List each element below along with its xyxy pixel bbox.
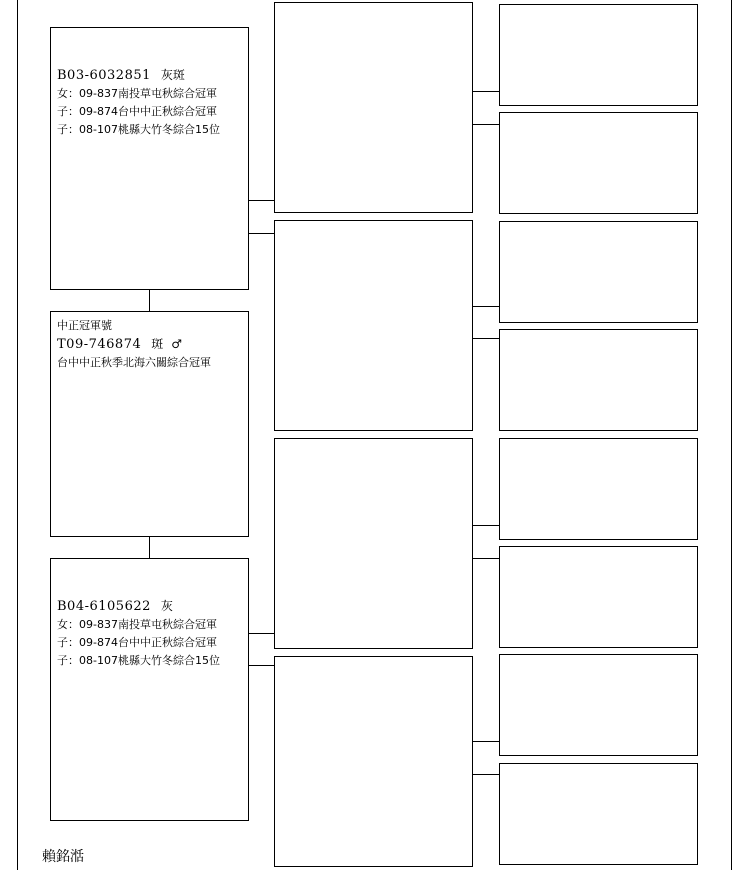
connector-gp3-to-ggp5 — [473, 525, 499, 526]
subject-color: 斑 — [151, 337, 164, 351]
sire-color: 灰斑 — [160, 68, 185, 82]
great-grandparent-box-3 — [499, 221, 698, 323]
sire-box — [50, 27, 249, 290]
page-border-right — [731, 0, 732, 870]
great-grandparent-box-7 — [499, 654, 698, 756]
dam-record-2: 子：09-874台中中正秋綜合冠軍 — [57, 636, 217, 649]
subject-record: 台中中正秋季北海六關綜合冠軍 — [57, 356, 211, 369]
subject-title: 中正冠軍號 — [57, 319, 112, 332]
great-grandparent-box-8 — [499, 763, 698, 865]
sire-record-1: 女：09-837南投草屯秋綜合冠軍 — [57, 87, 217, 100]
sire-record-3: 子：08-107桃縣大竹冬綜合15位 — [57, 123, 220, 136]
connector-gp1-to-ggp1 — [473, 91, 499, 92]
connector-gp2-to-ggp4 — [473, 338, 499, 339]
great-grandparent-box-5 — [499, 438, 698, 540]
sire-record-2: 子：09-874台中中正秋綜合冠軍 — [57, 105, 217, 118]
subject-ring-number: T09-746874 — [57, 337, 142, 352]
page-border-left — [17, 0, 18, 870]
connector-gp2-to-ggp3 — [473, 306, 499, 307]
grandparent-box-4 — [274, 656, 473, 867]
male-sex-icon: ♂ — [171, 337, 183, 351]
grandparent-box-2 — [274, 220, 473, 431]
dam-ring-number: B04-6105622 — [57, 599, 151, 614]
dam-box — [50, 558, 249, 821]
grandparent-box-1 — [274, 2, 473, 213]
breeder-name: 賴銘湉 — [42, 849, 84, 865]
subject-box — [50, 311, 249, 537]
connector-gp3-to-ggp6 — [473, 558, 499, 559]
connector-dam-to-gp3 — [249, 633, 274, 634]
grandparent-box-3 — [274, 438, 473, 649]
connector-sire-to-gp1 — [249, 200, 274, 201]
connector-dam-to-gp4 — [249, 665, 274, 666]
connector-gp4-to-ggp8 — [473, 774, 499, 775]
dam-record-3: 子：08-107桃縣大竹冬綜合15位 — [57, 654, 220, 667]
connector-sire-to-gp2 — [249, 233, 274, 234]
great-grandparent-box-4 — [499, 329, 698, 431]
great-grandparent-box-2 — [499, 112, 698, 214]
great-grandparent-box-6 — [499, 546, 698, 648]
dam-color: 灰 — [160, 599, 173, 613]
dam-record-1: 女：09-837南投草屯秋綜合冠軍 — [57, 618, 217, 631]
connector-gp1-to-ggp2 — [473, 124, 499, 125]
connector-gp4-to-ggp7 — [473, 741, 499, 742]
connector-sire-subject — [149, 290, 150, 311]
connector-subject-dam — [149, 537, 150, 558]
sire-ring-number: B03-6032851 — [57, 68, 151, 83]
great-grandparent-box-1 — [499, 4, 698, 106]
